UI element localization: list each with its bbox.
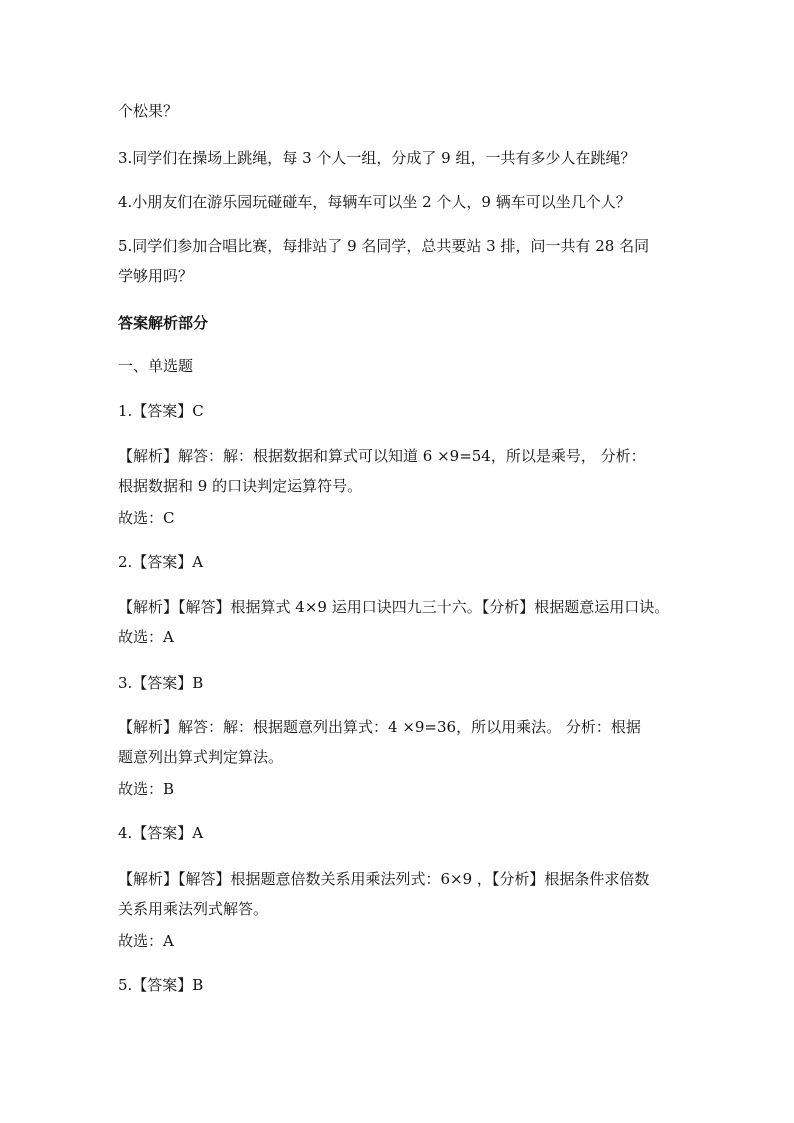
subsection-title: 一、单选题 [118, 357, 194, 375]
answer-3-explanation-line-1: 【解析】解答：解：根据题意列出算式：4 ×9=36，所以用乘法。 分析：根据 [118, 718, 641, 736]
answer-1-selection: 故选：C [118, 509, 175, 527]
answer-4-explanation-line-2: 关系用乘法列式解答。 [118, 900, 269, 918]
answer-2: 2.【答案】A [118, 553, 204, 571]
answer-2-selection: 故选：A [118, 628, 174, 646]
question-5-line-2: 学够用吗？ [118, 267, 194, 285]
question-5-line-1: 5.同学们参加合唱比赛，每排站了 9 名同学，总共要站 3 排，问一共有 28 名同 [118, 237, 650, 255]
answer-3: 3.【答案】B [118, 674, 204, 692]
answer-section-title: 答案解析部分 [118, 314, 209, 332]
answer-1: 1.【答案】C [118, 402, 204, 420]
answer-1-explanation-line-1: 【解析】解答：解：根据数据和算式可以知道 6 ×9=54，所以是乘号， 分析： [118, 447, 646, 465]
answer-4-selection: 故选：A [118, 932, 174, 950]
answer-2-explanation: 【解析】【解答】根据算式 4×9 运用口诀四九三十六。【分析】根据题意运用口诀。 [118, 598, 670, 616]
answer-5: 5.【答案】B [118, 976, 204, 994]
answer-3-selection: 故选：B [118, 780, 175, 798]
question-2-continuation: 个松果？ [118, 102, 179, 120]
answer-4: 4.【答案】A [118, 824, 204, 842]
answer-4-explanation-line-1: 【解析】【解答】根据题意倍数关系用乘法列式：6×9 ，【分析】根据条件求倍数 [118, 870, 650, 888]
question-4: 4.小朋友们在游乐园玩碰碰车，每辆车可以坐 2 个人，9 辆车可以坐几个人？ [118, 193, 631, 211]
answer-1-explanation-line-2: 根据数据和 9 的口诀判定运算符号。 [118, 477, 363, 495]
answer-3-explanation-line-2: 题意列出算式判定算法。 [118, 748, 284, 766]
question-3: 3.同学们在操场上跳绳，每 3 个人一组，分成了 9 组，一共有多少人在跳绳？ [118, 149, 636, 167]
